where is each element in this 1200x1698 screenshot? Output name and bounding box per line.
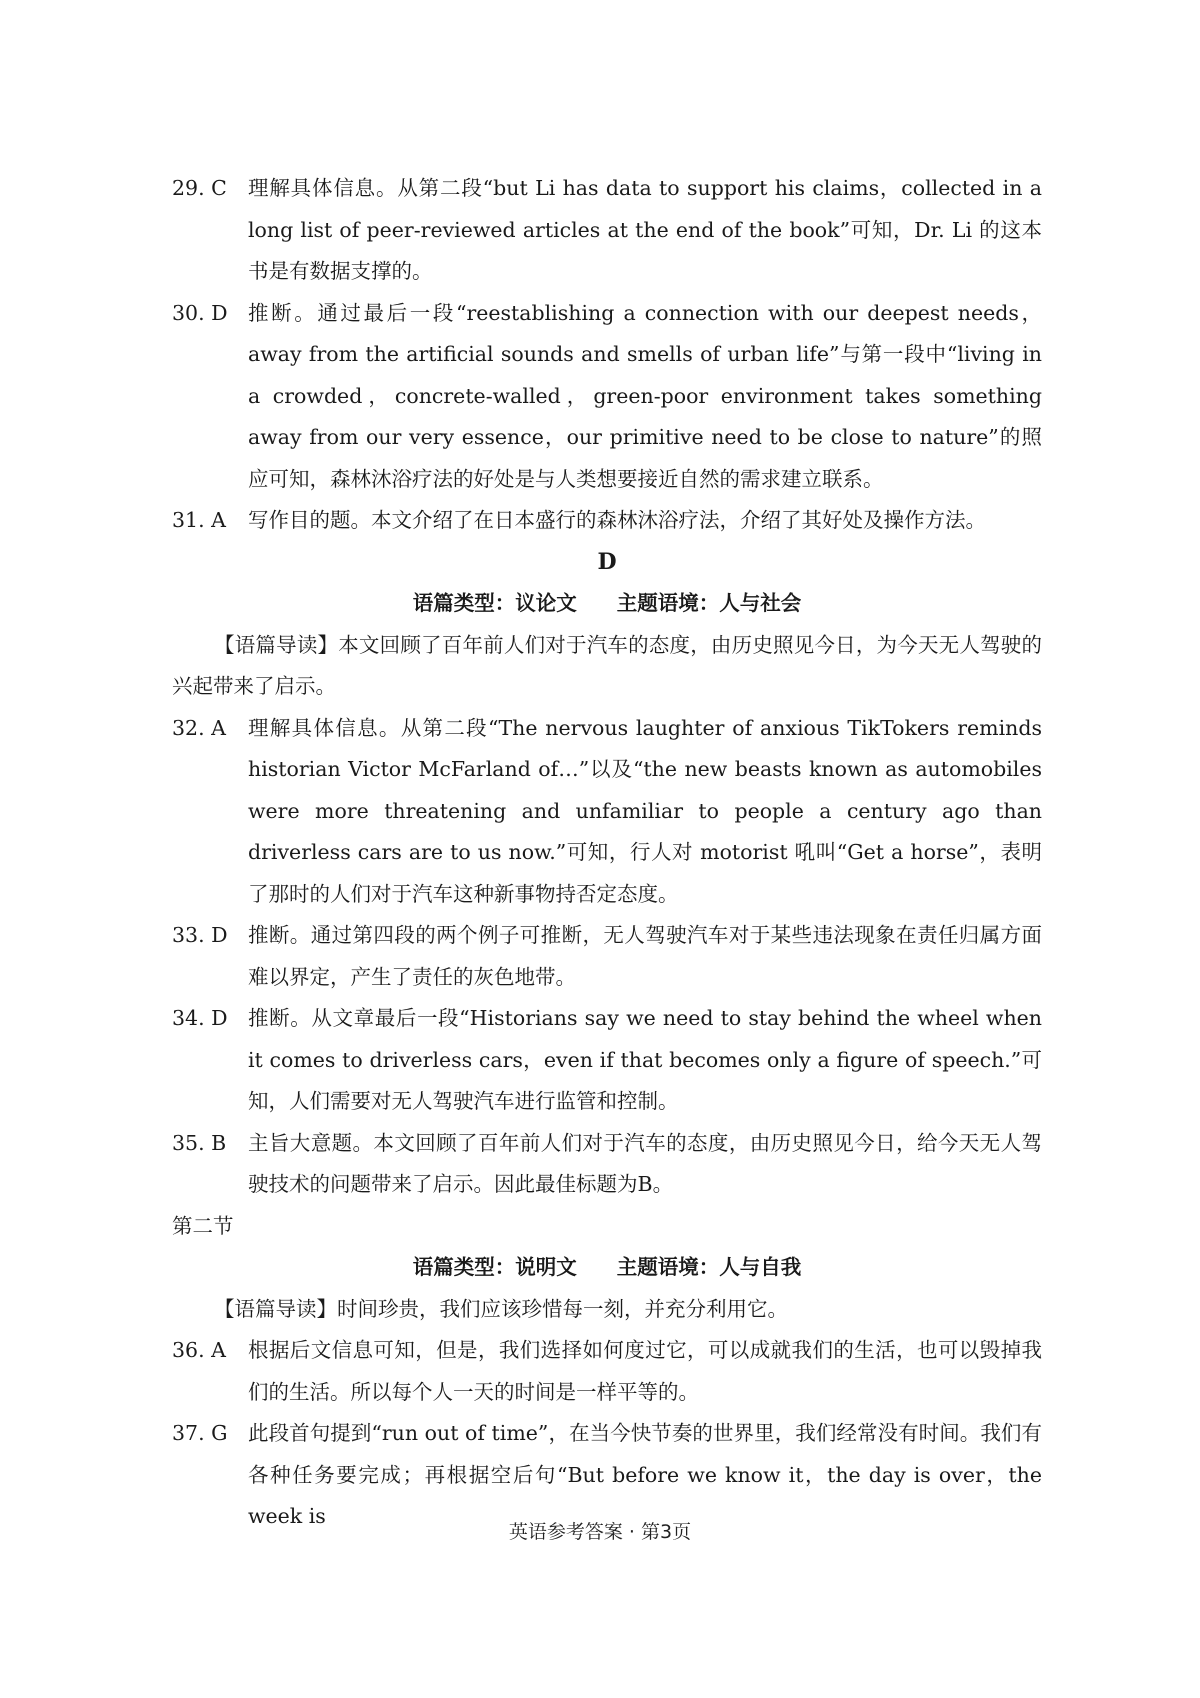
passage-theme: 主题语境：人与社会 — [616, 591, 802, 615]
answer-number: 34. D — [172, 1006, 228, 1030]
answer-number: 35. B — [172, 1130, 227, 1155]
answer-number: 37. G — [172, 1421, 228, 1445]
passage-type-line — [172, 583, 1042, 625]
answer-explanation: 根据后文信息可知，但是，我们选择如何度过它，可以成就我们的生活，也可以毁掉我们的生活。所以每个人一天的时间是一样平等的。 — [248, 1338, 1042, 1404]
passage-genre: 语篇类型：说明文 — [412, 1255, 577, 1279]
passage-theme: 主题语境：人与自我 — [616, 1255, 802, 1279]
answer-item-31 — [172, 500, 1042, 542]
answer-item-34 — [172, 998, 1042, 1123]
passage-lead: 【语篇导读】时间珍贵，我们应该珍惜每一刻，并充分利用它。 — [214, 1296, 788, 1321]
answer-explanation: 此段首句提到“run out of time”，在当今快节奏的世界里，我们经常没有时间。我们有各种任务要完成；再根据空后句“But before we know it，the day is over，the week is — [248, 1421, 1042, 1528]
answer-explanation: 推断。通过第四段的两个例子可推断，无人驾驶汽车对于某些违法现象在责任归属方面难以界定，产生了责任的灰色地带。 — [248, 923, 1042, 989]
answer-number: 30. D — [172, 300, 228, 325]
answer-item-35 — [172, 1123, 1042, 1206]
section-heading: 第二节 — [172, 1213, 234, 1238]
page-footer: 英语参考答案 · 第3页 — [508, 1521, 692, 1543]
passage-lead: 【语篇导读】本文回顾了百年前人们对于汽车的态度，由历史照见今日，为今天无人驾驶的兴起带来了启示。 — [172, 632, 1042, 698]
answer-item-30 — [172, 293, 1042, 501]
answer-explanation: 写作目的题。本文介绍了在日本盛行的森林沐浴疗法，介绍了其好处及操作方法。 — [248, 508, 986, 532]
answer-number: 31. A — [172, 508, 226, 532]
answer-number: 32. A — [172, 715, 226, 740]
answer-number: 33. D — [172, 923, 228, 947]
answer-item-33 — [172, 915, 1042, 998]
answer-number: 29. C — [172, 176, 227, 200]
answer-number: 36. A — [172, 1338, 226, 1362]
answer-explanation: 推断。通过最后一段“reestablishing a connection with our deepest needs，away from the artificial sounds and smells of urban life”与第一段中“living in a crowded，concrete-walled，green-poor environment takes something away from our very essence，our primitive need to be close to nature”的照应可知，森林沐浴疗法的好处是与人类想要接近自然的需求建立联系。 — [248, 300, 1042, 491]
content-area — [172, 168, 1042, 1538]
section-letter: D — [597, 548, 617, 575]
answer-explanation: 推断。从文章最后一段“Historians say we need to stay behind the wheel when it comes to driverless cars，even if that becomes only a figure of speech.”可知，人们需要对无人驾驶汽车进行监管和控制。 — [248, 1006, 1042, 1113]
answer-explanation: 理解具体信息。从第二段“but Li has data to support his claims，collected in a long list of peer-reviewed articles at the end of the book”可知，Dr. Li 的这本书是有数据支撑的。 — [248, 176, 1042, 283]
answer-explanation: 主旨大意题。本文回顾了百年前人们对于汽车的态度，由历史照见今日，给今天无人驾驶技术的问题带来了启示。因此最佳标题为B。 — [248, 1130, 1042, 1196]
passage-type-line — [172, 1247, 1042, 1289]
answer-item-29 — [172, 168, 1042, 293]
answer-item-32 — [172, 708, 1042, 916]
answer-item-36 — [172, 1330, 1042, 1413]
passage-genre: 语篇类型：议论文 — [412, 591, 577, 615]
answer-explanation: 理解具体信息。从第二段“The nervous laughter of anxious TikTokers reminds historian Victor McFarland of…”以及“the new beasts known as automobiles were more threatening and unfamiliar to people a century ago than driverless cars are to us now.”可知，行人对 motorist 吼叫“Get a horse”，表明了那时的人们对于汽车这种新事物持否定态度。 — [248, 715, 1042, 906]
